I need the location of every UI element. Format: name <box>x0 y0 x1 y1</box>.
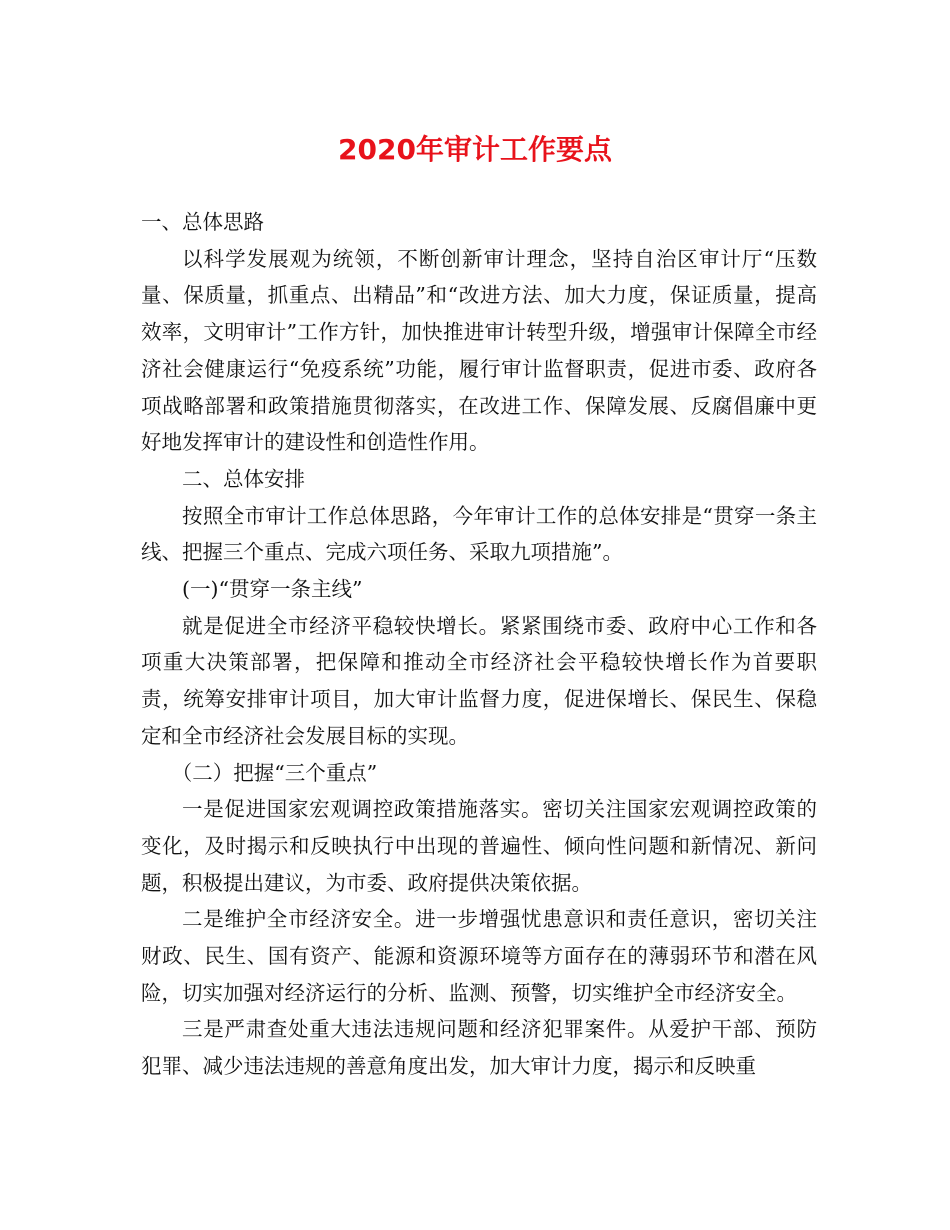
document-title: 2020年审计工作要点 <box>338 133 612 166</box>
paragraph: 一是促进国家宏观调控政策措施落实。密切关注国家宏观调控政策的变化，及时揭示和反映执行中出现的普遍性、倾向性问题和新情况、新问题，积极提出建议，为市委、政府提供决策依据。 <box>141 797 817 895</box>
paragraph: 按照全市审计工作总体思路，今年审计工作的总体安排是“贯穿一条主线、把握三个重点、完成六项任务、采取九项措施”。 <box>141 503 817 565</box>
subsection-heading-three-priorities: （二）把握“三个重点” <box>171 760 378 785</box>
subsection-heading-main-line: (一)“贯穿一条主线” <box>182 577 363 602</box>
paragraph: 三是严肃查处重大违法违规问题和经济犯罪案件。从爱护干部、预防犯罪、减少违法违规的善意角度出发，加大审计力度，揭示和反映重 <box>141 1017 817 1079</box>
paragraph: 以科学发展观为统领，不断创新审计理念，坚持自治区审计厅“压数量、保质量，抓重点、出精品”和“改进方法、加大力度，保证质量，提高效率，文明审计”工作方针，加快推进审计转型升级，增强审计保障全市经济社会健康运行“免疫系统”功能，履行审计监督职责，促进市委、政府各项战略部署和政策措施贯彻落实，在改进工作、保障发展、反腐倡廉中更好地发挥审计的建设性和创造性作用。 <box>141 246 817 455</box>
section-heading-overall-approach: 一、总体思路 <box>141 210 264 234</box>
paragraph: 就是促进全市经济平稳较快增长。紧紧围绕市委、政府中心工作和各项重大决策部署，把保障和推动全市经济社会平稳较快增长作为首要职责，统筹安排审计项目，加大审计监督力度，促进保增长、保民生、保稳定和全市经济社会发展目标的实现。 <box>141 613 817 748</box>
section-heading-overall-arrangement: 二、总体安排 <box>182 466 305 491</box>
paragraph: 二是维护全市经济安全。进一步增强忧患意识和责任意识，密切关注财政、民生、国有资产、能源和资源环境等方面存在的薄弱环节和潜在风险，切实加强对经济运行的分析、监测、预警，切实维护全市经济安全。 <box>141 907 817 1005</box>
document-body <box>141 204 817 1085</box>
